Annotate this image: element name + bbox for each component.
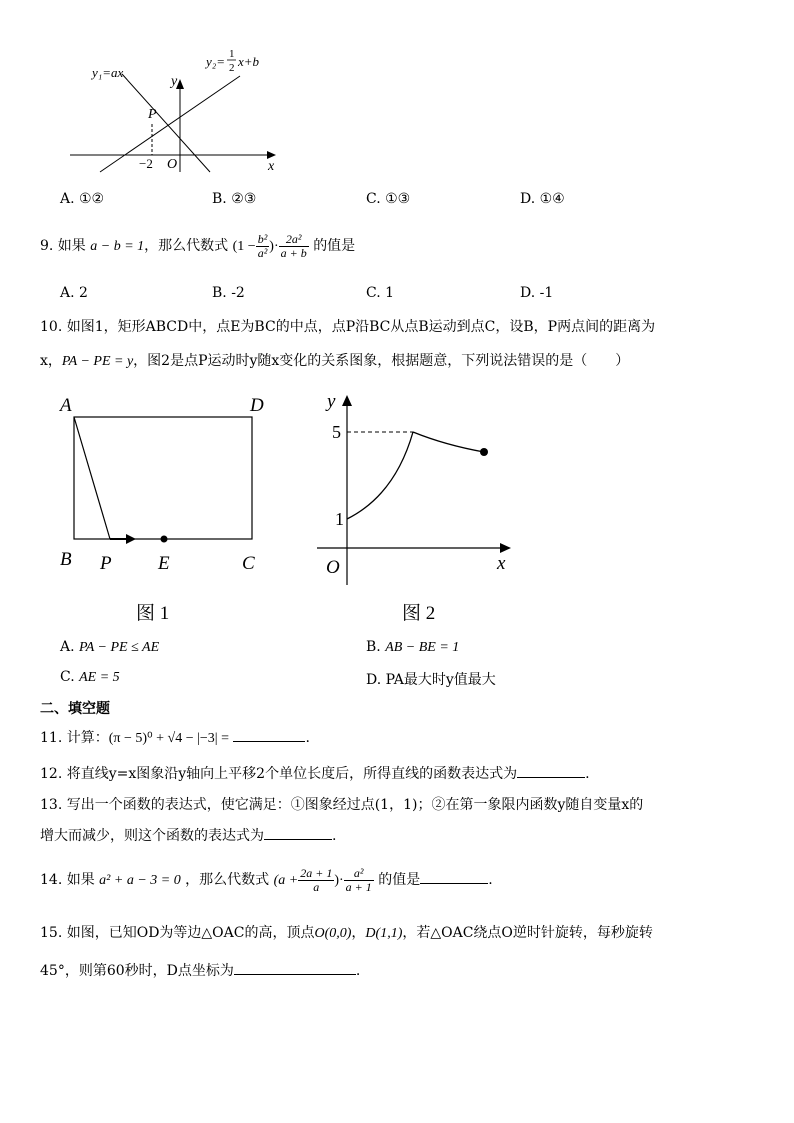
fig1-label-b: B (60, 549, 72, 570)
q8-option-a[interactable]: A. ①② (60, 191, 105, 207)
question-15-line1: 15. 如图，已知OD为等边△OAC的高，顶点O(0,0)，D(1,1)，若△OAC绕点O逆时针旋转，每秒旋转 (40, 925, 653, 941)
fig1-label-p: P (100, 553, 112, 574)
question-10-line2: x，PA − PE = y，图2是点P运动时y随x变化的关系图象，根据题意，下列说法错误的是（ ） (40, 353, 630, 369)
fig1-label-d: D (250, 395, 264, 416)
q10-option-c[interactable]: C. AE = 5 (60, 669, 120, 685)
tick-minus-2: −2 (139, 156, 153, 171)
y-axis-label: y (171, 74, 178, 89)
q14-answer-blank[interactable] (420, 869, 488, 884)
q10-figure-1 (48, 385, 288, 630)
fig2-tick-1: 1 (335, 509, 344, 529)
fig1-label-c: C (242, 553, 255, 574)
y2-suffix: x+b (238, 54, 260, 69)
q13-answer-blank[interactable] (264, 825, 332, 840)
fig1-label-a: A (60, 395, 72, 416)
q10-option-a[interactable]: A. PA − PE ≤ AE (60, 639, 160, 655)
section-heading-fill-in: 二、填空题 (40, 701, 110, 717)
point-p-label: P (148, 107, 157, 122)
q9-option-b[interactable]: B. -2 (212, 285, 245, 301)
y1-label: y₁=ax (92, 65, 124, 80)
question-12: 12. 将直线y=x图象沿y轴向上平移2个单位长度后，所得直线的函数表达式为 . (40, 763, 590, 783)
question-13-line1: 13. 写出一个函数的表达式，使它满足：①图象经过点(1，1)；②在第一象限内函数y随自变量x的 (40, 797, 644, 813)
x-axis-label: x (268, 159, 275, 174)
question-9: 9. 如果 a − b = 1，那么代数式 (1 − $\frac{\text{b²}}{\text{a²}}$ )· $\frac{\text{2a²}}{a + b}$ 的值是 (40, 231, 356, 260)
fig2-origin: O (326, 557, 340, 578)
q8-option-c[interactable]: C. ①③ (366, 191, 411, 207)
y2-frac-den: 2 (229, 62, 235, 74)
q9-option-d[interactable]: D. -1 (520, 285, 554, 301)
question-14: 14. 如果 a² + a − 3 = 0 ，那么代数式 (a + $\frac{2a + 1}{a}$ )· $\frac{\text{a²}}{a + 1}$ 的值是 . (40, 865, 493, 894)
fig1-label-e: E (158, 553, 170, 574)
q10-option-b[interactable]: B. AB − BE = 1 (366, 639, 460, 655)
q12-answer-blank[interactable] (517, 763, 585, 778)
question-11: 11. 计算：(π − 5)⁰ + √4 − |−3| = . (40, 727, 310, 747)
q8-option-b[interactable]: B. ②③ (212, 191, 257, 207)
fig2-caption: 图 2 (402, 603, 436, 624)
q10-option-d[interactable]: D. PA最大时y值最大 (366, 672, 496, 688)
q9-option-a[interactable]: A. 2 (60, 285, 88, 301)
q11-answer-blank[interactable] (233, 727, 305, 742)
question-15-line2: 45°，则第60秒时，D点坐标为 . (40, 960, 360, 980)
y2-frac-num: 1 (229, 48, 235, 60)
q8-option-d[interactable]: D. ①④ (520, 191, 565, 207)
fig2-tick-5: 5 (332, 422, 341, 442)
q15-answer-blank[interactable] (234, 960, 356, 975)
question-13-line2: 增大而减少，则这个函数的表达式为 . (40, 825, 336, 845)
question-10-line1: 10. 如图1，矩形ABCD中，点E为BC的中点，点P沿BC从点B运动到点C，设B，P两点间的距离为 (40, 319, 656, 335)
q8-graph (60, 44, 290, 184)
fig2-y-label: y (327, 391, 336, 412)
fig1-caption: 图 1 (136, 603, 170, 624)
q10-figure-2 (305, 385, 525, 630)
fig2-x-label: x (497, 553, 506, 574)
origin-label: O (167, 157, 178, 172)
q9-option-c[interactable]: C. 1 (366, 285, 395, 301)
y2-prefix: y₂= (206, 54, 226, 69)
